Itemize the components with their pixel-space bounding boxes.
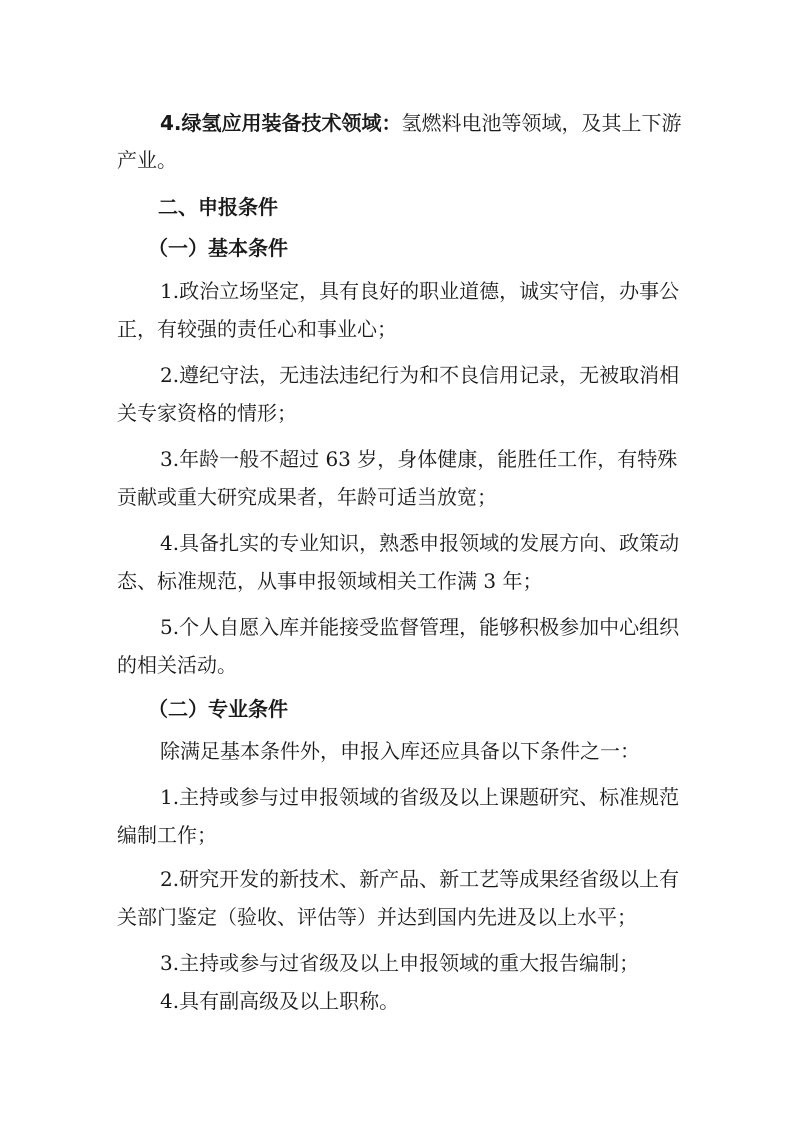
- section-4-continuation: 产业。: [117, 148, 177, 172]
- professional-conditions-title: （二）专业条件: [148, 697, 288, 721]
- basic-conditions-title: （一）基本条件: [148, 236, 288, 260]
- professional-item-3: 3.主持或参与过省级及以上申报领域的重大报告编制；: [160, 951, 640, 975]
- section-4-text: 氢燃料电池等领域，及其上下游: [401, 111, 682, 135]
- professional-intro: 除满足基本条件外，申报入库还应具备以下条件之一：: [160, 739, 640, 763]
- section-4-line: [160, 109, 700, 137]
- basic-item-4-line-1: 4.具备扎实的专业知识，熟悉申报领域的发展方向、政策动: [160, 531, 680, 555]
- basic-item-1-line-1: 1.政治立场坚定，具有良好的职业道德，诚实守信，办事公: [160, 279, 680, 303]
- basic-item-5-line-1: 5.个人自愿入库并能接受监督管理，能够积极参加中心组织: [160, 615, 680, 639]
- professional-item-1-line-2: 编制工作；: [117, 823, 217, 847]
- basic-item-5-line-2: 的相关活动。: [117, 653, 237, 677]
- professional-item-2-line-1: 2.研究开发的新技术、新产品、新工艺等成果经省级以上有: [160, 867, 680, 891]
- basic-item-1-line-2: 正，有较强的责任心和事业心；: [117, 317, 397, 341]
- professional-item-2-line-2: 关部门鉴定（验收、评估等）并达到国内先进及以上水平；: [117, 905, 637, 929]
- section-two-title: 二、申报条件: [158, 195, 278, 219]
- section-4-heading: 4.绿氢应用装备技术领域：: [160, 111, 402, 135]
- basic-item-2-line-2: 关专家资格的情形；: [117, 401, 297, 425]
- professional-item-1-line-1: 1.主持或参与过申报领域的省级及以上课题研究、标准规范: [160, 785, 680, 809]
- basic-item-2-line-1: 2.遵纪守法，无违法违纪行为和不良信用记录，无被取消相: [160, 363, 680, 387]
- professional-item-4: 4.具有副高级及以上职称。: [160, 989, 400, 1013]
- basic-item-3-line-1: 3.年龄一般不超过 63 岁，身体健康，能胜任工作，有特殊: [160, 447, 678, 471]
- basic-item-4-line-2: 态、标准规范，从事申报领域相关工作满 3 年；: [117, 569, 543, 593]
- basic-item-3-line-2: 贡献或重大研究成果者，年龄可适当放宽；: [117, 485, 497, 509]
